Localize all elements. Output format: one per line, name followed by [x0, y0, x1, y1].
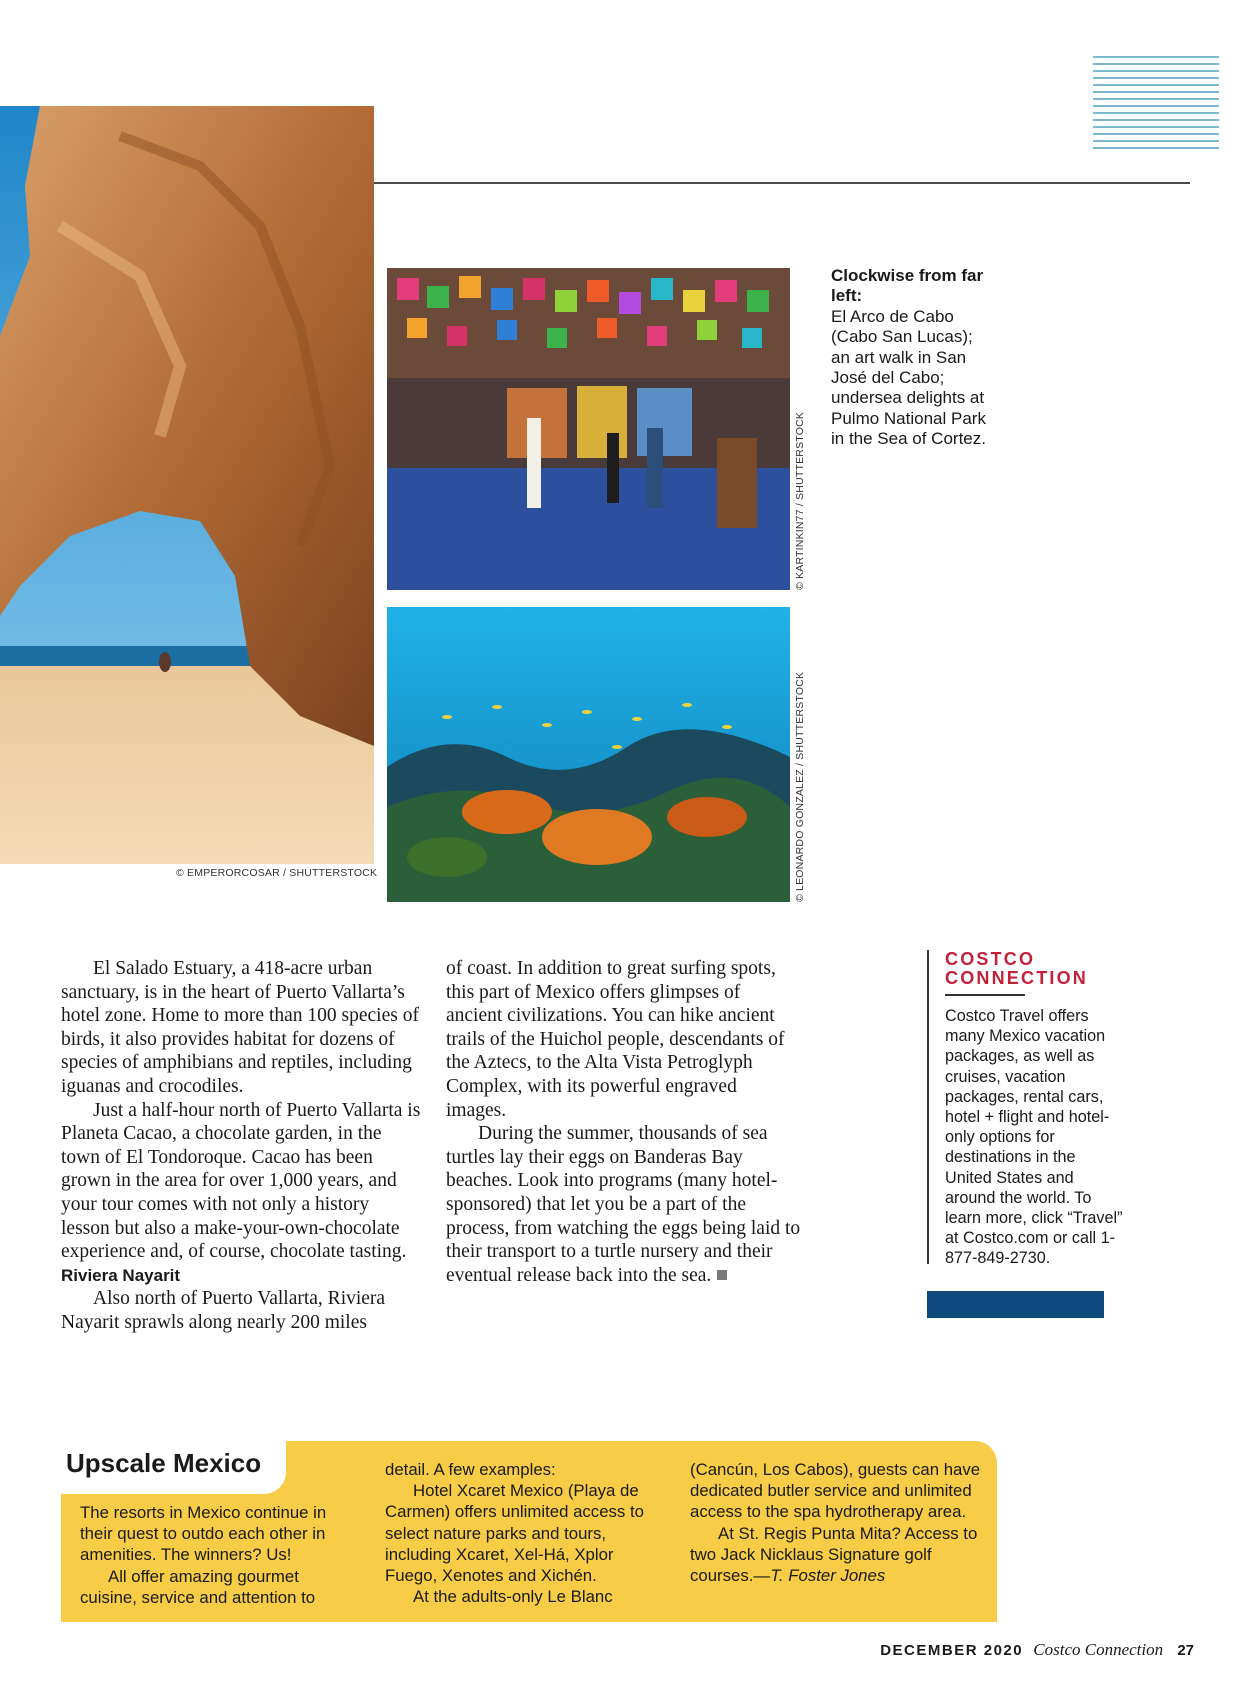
- decorative-stripes: [1093, 56, 1219, 152]
- upscale-text: At St. Regis Punta Mita? Access to two Jack Nicklaus Signature golf courses.—: [690, 1523, 978, 1586]
- photo-credit-undersea: © LEONARDO GONZALEZ / SHUTTERSTOCK: [794, 671, 806, 902]
- photo-undersea: [387, 607, 790, 902]
- top-rule: [374, 182, 1190, 184]
- upscale-column-3: [690, 1459, 985, 1586]
- upscale-column-1: [80, 1502, 360, 1608]
- upscale-mexico-title: Upscale Mexico: [66, 1448, 262, 1478]
- upscale-paragraph: Hotel Xcaret Mexico (Playa de Carmen) offers unlimited access to select nature parks and tours, including Xcaret, Xel-Há, Xplor Fuego, Xenotes and Xichén.: [385, 1481, 644, 1586]
- article-text: During the summer, thousands of sea turtles lay their eggs on Banderas Bay beaches. Look into programs (many hotel-sponsored) that let you be a part of the process, from watching the eggs being laid to their transport to a turtle nursery and their eventual release back into the sea.: [446, 1123, 801, 1286]
- sidebar-title-line: COSTCO: [945, 949, 1036, 969]
- article-column-1: [61, 957, 421, 1335]
- footer-date: DECEMBER 2020: [880, 1642, 1024, 1659]
- sidebar-rule: [927, 950, 929, 1264]
- page-footer: [880, 1640, 1194, 1660]
- upscale-paragraph: All offer amazing gourmet cuisine, service and attention to: [80, 1566, 316, 1607]
- photo-credit-art: © KARTINKIN77 / SHUTTERSTOCK: [794, 411, 806, 590]
- photo-caption: [831, 266, 991, 450]
- sidebar-title: [945, 950, 1088, 988]
- end-mark-icon: [717, 1270, 727, 1280]
- photo-art-walk: [387, 268, 790, 590]
- upscale-paragraph: (Cancún, Los Cabos), guests can have dedicated butler service and unlimited access to the spa hydrotherapy area.: [690, 1460, 981, 1522]
- article-paragraph: Also north of Puerto Vallarta, Riviera Nayarit sprawls along nearly 200 miles: [61, 1288, 386, 1333]
- photo-el-arco: [0, 106, 374, 864]
- article-column-2: [446, 957, 801, 1287]
- article-paragraph: [446, 1122, 801, 1287]
- caption-text: El Arco de Cabo (Cabo San Lucas); an art walk in San José del Cabo; undersea delights at Pulmo National Park in the Sea of Cortez.: [831, 306, 986, 449]
- sidebar-title-line: CONNECTION: [945, 968, 1088, 988]
- upscale-column-2: [385, 1459, 665, 1607]
- upscale-paragraph: [690, 1523, 985, 1587]
- photo-credit-arch: © EMPERORCOSAR / SHUTTERSTOCK: [176, 867, 378, 879]
- sidebar-accent-bar: [927, 1291, 1104, 1318]
- section-subhead: Riviera Nayarit: [61, 1265, 181, 1285]
- article-paragraph: Just a half-hour north of Puerto Vallarta is Planeta Cacao, a chocolate garden, in the town of El Tondoroque. Cacao has been grown in the area for over 1,000 years, and your tour comes with not only a history lesson but also a make-your-own-chocolate experience and, of course, chocolate tasting.: [61, 1099, 421, 1263]
- sidebar-underline: [945, 994, 1025, 996]
- page-number: 27: [1177, 1642, 1194, 1659]
- sidebar-body: Costco Travel offers many Mexico vacation packages, as well as cruises, vacation packages, rental cars, hotel + flight and hotel-only options for destinations in the United States and around the world. To learn more, click “Travel” at Costco.com or call 1-877-849-2730.: [945, 1007, 1123, 1268]
- upscale-paragraph: The resorts in Mexico continue in their quest to outdo each other in amenities. The winners? Us!: [80, 1503, 327, 1565]
- caption-lead: Clockwise from far left:: [831, 266, 984, 306]
- upscale-paragraph: At the adults-only Le Blanc: [413, 1587, 613, 1607]
- article-paragraph: of coast. In addition to great surfing spots, this part of Mexico offers glimpses of ancient civilizations. You can hike ancient trails of the Huichol people, descendants of the Aztecs, to the Alta Vista Petroglyph Complex, with its powerful engraved images.: [446, 958, 785, 1121]
- article-paragraph: El Salado Estuary, a 418-acre urban sanctuary, is in the heart of Puerto Vallarta’s hotel zone. Home to more than 100 species of birds, it also provides habitat for dozens of species of amphibians and reptiles, including iguanas and crocodiles.: [61, 958, 419, 1097]
- upscale-paragraph: detail. A few examples:: [385, 1460, 556, 1479]
- footer-magazine: Costco Connection: [1033, 1640, 1164, 1659]
- upscale-byline: T. Foster Jones: [770, 1566, 886, 1586]
